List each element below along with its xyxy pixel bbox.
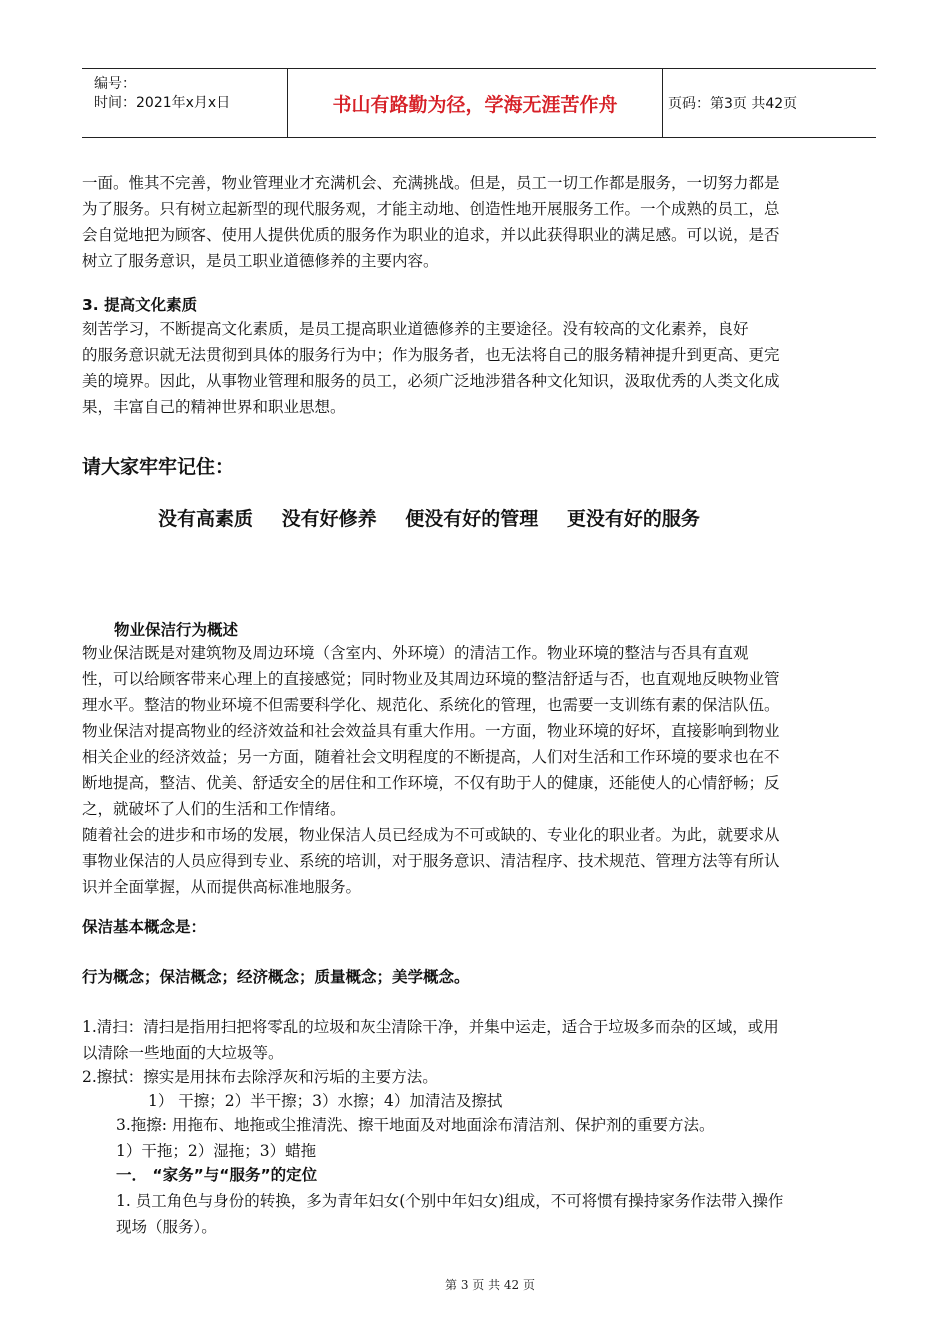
header-motto-cell [287, 69, 663, 137]
section-one-heading: 一． “家务”与“服务”的定位 [116, 1166, 318, 1184]
slogan [158, 504, 722, 531]
slogan-part: 没有好修养 [281, 508, 377, 530]
text-line: 果，丰富自己的精神世界和职业思想。 [82, 398, 346, 416]
text-line: 刻苦学习，不断提高文化素质，是员工提高职业道德修养的主要途径。没有较高的文化素养，良好 [82, 320, 749, 338]
paragraph-culture [82, 316, 882, 420]
text-line: 断地提高，整洁、优美、舒适安全的居住和工作环境，不仅有助于人的健康，还能使人的心情舒畅；反 [82, 774, 780, 792]
text-line: 会自觉地把为顾客、使用人提供优质的服务作为职业的追求，并以此获得职业的满足感。可以说，是否 [82, 226, 780, 244]
paragraph-service [82, 170, 882, 274]
item-sweeping [82, 1014, 882, 1066]
page-info: 页码：第3页 共42页 [668, 96, 798, 112]
time-label: 时间：2021年x月x日 [94, 95, 231, 111]
slogan-part: 没有高素质 [158, 508, 254, 530]
text-line: 事物业保洁的人员应得到专业、系统的培训，对于服务意识、清洁程序、技术规范、管理方法等有所认 [82, 852, 780, 870]
item-mopping: 3.拖擦: 用拖布、地拖或尘推清洗、擦干地面及对地面涂布清洁剂、保护剂的重要方法。 [116, 1116, 715, 1134]
slogan-part: 便没有好的管理 [405, 508, 539, 530]
page-footer: 第 3 页 共 42 页 [445, 1278, 535, 1292]
text-line: 识并全面掌握，从而提供高标准地服务。 [82, 878, 362, 896]
text-line: 1.清扫：清扫是指用扫把将零乱的垃圾和灰尘清除干净，并集中运走，适合于垃圾多而杂的区域，或用 [82, 1018, 779, 1036]
text-line: 物业保洁对提高物业的经济效益和社会效益具有重大作用。一方面，物业环境的好坏，直接影响到物业 [82, 722, 780, 740]
number-label: 编号： [94, 76, 136, 92]
text-line: 物业保洁既是对建筑物及周边环境（含室内、外环境）的清洁工作。物业环境的整洁与否具有直观 [82, 644, 749, 662]
item-wiping: 2.擦拭：擦实是用抹布去除浮灰和污垢的主要方法。 [82, 1068, 438, 1086]
text-line: 理水平。整洁的物业环境不但需要科学化、规范化、系统化的管理，也需要一支训练有素的保洁队伍。 [82, 696, 780, 714]
text-line: 现场（服务）。 [116, 1218, 217, 1236]
basic-concept-heading: 保洁基本概念是： [82, 918, 207, 936]
header-meta-cell [82, 69, 287, 137]
text-line: 的服务意识就无法贯彻到具体的服务行为中；作为服务者，也无法将自己的服务精神提升到更高、更完 [82, 346, 780, 364]
page-header [82, 68, 876, 138]
cleaning-title: 物业保洁行为概述 [114, 621, 239, 639]
text-line: 以清除一些地面的大垃圾等。 [82, 1044, 284, 1062]
text-line: 为了服务。只有树立起新型的现代服务观，才能主动地、创造性地开展服务工作。一个成熟的员工，总 [82, 200, 780, 218]
text-line: 随着社会的进步和市场的发展，物业保洁人员已经成为不可或缺的、专业化的职业者。为此，就要求从 [82, 826, 780, 844]
text-line: 树立了服务意识，是员工职业道德修养的主要内容。 [82, 252, 439, 270]
text-line: 美的境界。因此，从事物业管理和服务的员工，必须广泛地涉猎各种文化知识，汲取优秀的人类文化成 [82, 372, 780, 390]
paragraph-cleaning [82, 640, 882, 900]
text-line: 一面。惟其不完善，物业管理业才充满机会、充满挑战。但是，员工一切工作都是服务，一切努力都是 [82, 174, 780, 192]
concept-list: 行为概念；保洁概念；经济概念；质量概念；美学概念。 [82, 968, 470, 986]
point-1 [116, 1188, 916, 1240]
remember-heading: 请大家牢牢记住： [82, 456, 235, 478]
text-line: 相关企业的经济效益；另一方面，随着社会文明程度的不断提高，人们对生活和工作环境的要求也在不 [82, 748, 780, 766]
section-3-title: 3. 提高文化素质 [82, 296, 198, 314]
text-line: 性，可以给顾客带来心理上的直接感觉；同时物业及其周边环境的整洁舒适与否，也直观地反映物业管 [82, 670, 780, 688]
text-line: 1. 员工角色与身份的转换，多为青年妇女(个别中年妇女)组成，不可将惯有操持家务作法带入操作 [116, 1192, 784, 1210]
item-wiping-sub: 1） 干擦；2）半干擦；3）水擦；4）加清洁及擦拭 [148, 1092, 503, 1110]
text-line: 之，就破坏了人们的生活和工作情绪。 [82, 800, 346, 818]
slogan-part: 更没有好的服务 [566, 508, 700, 530]
header-page-cell [662, 69, 876, 137]
motto: 书山有路勤为径，学海无涯苦作舟 [332, 94, 618, 116]
item-mopping-sub: 1）干拖；2）湿拖；3）蜡拖 [116, 1142, 317, 1160]
